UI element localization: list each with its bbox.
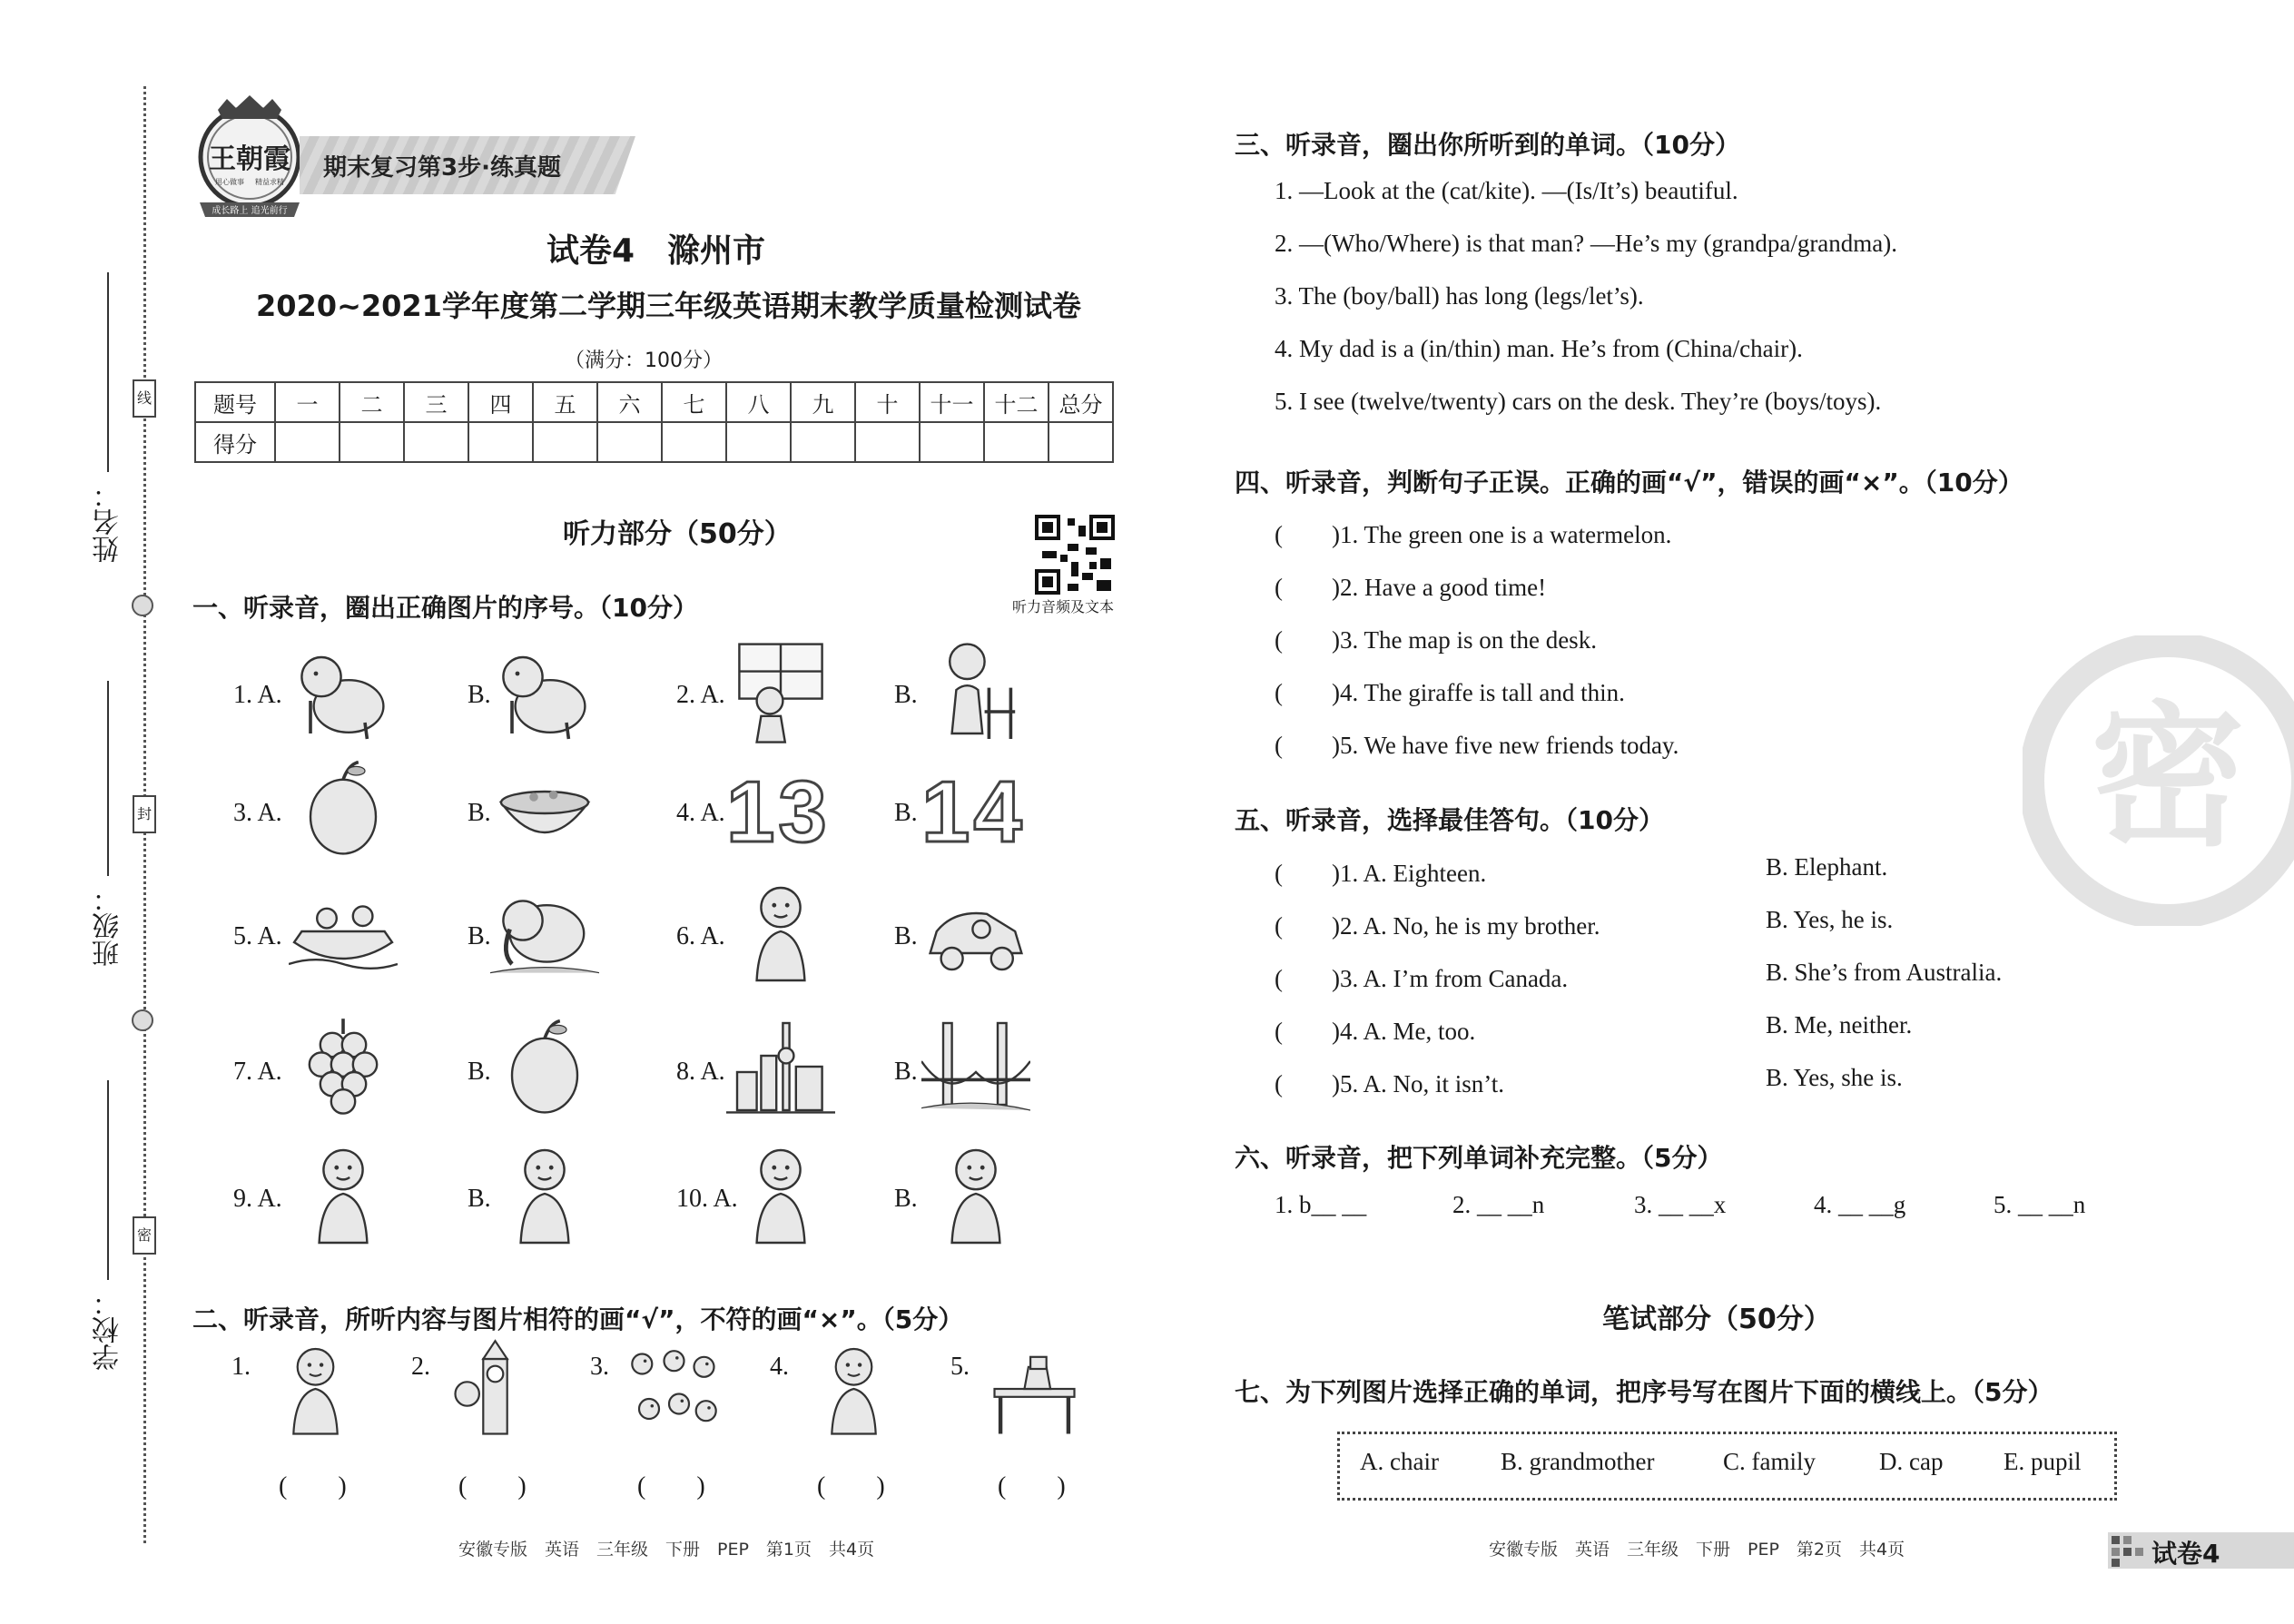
score-table — [194, 381, 1114, 463]
picture-option-label[interactable]: 8. A. — [676, 1058, 725, 1086]
score-table-header-cell: 二 — [340, 382, 404, 422]
class-blank[interactable] — [107, 681, 109, 876]
girl-on-chair-picture — [921, 635, 1030, 744]
picture-number: 3. — [590, 1353, 609, 1381]
score-table-score-cell[interactable] — [662, 422, 726, 462]
section-7-heading: 七、为下列图片选择正确的单词，把序号写在图片下面的横线上。（5分） — [1235, 1377, 2053, 1407]
word-option: A. chair — [1360, 1448, 1439, 1475]
section-4-heading: 四、听录音，判断句子正误。正确的画“√”，错误的画“×”。（10分） — [1235, 468, 2023, 497]
score-table-score-cell[interactable] — [533, 422, 597, 462]
section-4-item[interactable]: ( )3. The map is on the desk. — [1275, 626, 1597, 654]
score-table-header-cell: 十二 — [984, 382, 1049, 422]
score-table-score-cell[interactable] — [920, 422, 984, 462]
picture-option-label[interactable]: B. — [468, 681, 491, 709]
picture-option-label[interactable]: B. — [468, 1185, 491, 1213]
class-label: 班级： — [93, 885, 124, 967]
picture-option-label[interactable]: B. — [894, 799, 918, 827]
picture-option-label[interactable]: B. — [468, 922, 491, 950]
paper-badge: 试卷4 — [2151, 1539, 2220, 1569]
grandpa-picture — [289, 1139, 398, 1248]
picture-option-label[interactable]: 6. A. — [676, 922, 725, 950]
picture-number: 4. — [770, 1353, 789, 1381]
section-3-item[interactable]: 4. My dad is a (in/thin) man. He’s from (China/chair). — [1275, 335, 1803, 362]
grandma-picture — [490, 1139, 599, 1248]
picture-option-label[interactable]: B. — [894, 1058, 918, 1086]
section-3-item[interactable]: 1. —Look at the (cat/kite). —(Is/It’s) beautiful. — [1275, 177, 1738, 204]
score-table-header-cell: 十 — [855, 382, 920, 422]
picture-option-label[interactable]: B. — [894, 681, 918, 709]
score-table-header-cell: 一 — [275, 382, 340, 422]
score-table-header-cell: 四 — [468, 382, 533, 422]
fruit-picture — [289, 753, 398, 862]
written-part-title: 笔试部分（50分） — [1602, 1304, 1831, 1335]
seal-char: 密 — [2090, 688, 2246, 868]
child-at-window-picture — [726, 635, 835, 744]
qr-code-icon[interactable] — [1035, 515, 1115, 595]
answer-parentheses[interactable]: ( ) — [817, 1472, 885, 1501]
picture-option-label[interactable]: 1. A. — [233, 681, 282, 709]
picture-number: 5. — [950, 1353, 970, 1381]
word-option: E. pupil — [2004, 1448, 2082, 1475]
section-3-item[interactable]: 5. I see (twelve/twenty) cars on the desk. They’re (boys/toys). — [1275, 388, 1882, 415]
number-14-picture: 14 — [921, 763, 1026, 861]
boat-picture — [289, 877, 398, 986]
section-5-option-b[interactable]: B. Yes, she is. — [1766, 1064, 1903, 1091]
score-table-header-cell: 九 — [791, 382, 855, 422]
number-13-picture: 13 — [726, 763, 831, 861]
car-picture — [921, 877, 1030, 986]
picture-option-label[interactable]: 7. A. — [233, 1058, 282, 1086]
picture-number: 2. — [411, 1353, 430, 1381]
score-table-score-cell[interactable] — [275, 422, 340, 462]
logo — [182, 95, 318, 222]
score-table-label: 得分 — [195, 422, 275, 462]
answer-parentheses[interactable]: ( ) — [458, 1472, 527, 1501]
qr-caption: 听力音频及文本 — [1012, 598, 1115, 615]
elephant-picture — [490, 877, 599, 986]
section-5-option-b[interactable]: B. Elephant. — [1766, 853, 1888, 881]
name-label: 姓名： — [93, 481, 124, 563]
section-5-option-a[interactable]: ( )4. A. Me, too. — [1275, 1018, 1476, 1045]
picture-option-label[interactable]: B. — [468, 799, 491, 827]
picture-option-label[interactable]: 4. A. — [676, 799, 725, 827]
picture-option-label[interactable]: 5. A. — [233, 922, 282, 950]
picture-option-label[interactable]: B. — [894, 922, 918, 950]
seal-watermark — [2023, 635, 2294, 926]
monkey-picture — [490, 635, 599, 744]
name-blank[interactable] — [107, 272, 109, 472]
logo-motto-left: 用心做事 — [215, 178, 244, 186]
word-option: B. grandmother — [1501, 1448, 1655, 1475]
section-5-option-b[interactable]: B. Me, neither. — [1766, 1011, 1913, 1038]
section-3-item[interactable]: 3. The (boy/ball) has long (legs/let’s). — [1275, 282, 1644, 310]
section-5-option-a[interactable]: ( )5. A. No, it isn’t. — [1275, 1070, 1505, 1097]
section-5-option-b[interactable]: B. She’s from Australia. — [1766, 959, 2003, 986]
score-table-score-cell[interactable] — [984, 422, 1049, 462]
paper-subtitle: 2020~2021学年度第二学期三年级英语期末教学质量检测试卷 — [256, 289, 1081, 323]
pear-picture — [490, 1012, 599, 1121]
section-1-heading: 一、听录音，圈出正确图片的序号。（10分） — [192, 593, 698, 623]
score-table-header-cell: 总分 — [1049, 382, 1113, 422]
school-label: 学校： — [93, 1289, 124, 1371]
score-table-header-row — [195, 382, 1113, 422]
big-ben-picture — [443, 1339, 547, 1439]
score-table-score-cell[interactable] — [726, 422, 791, 462]
section-5-option-b[interactable]: B. Yes, he is. — [1766, 906, 1894, 933]
margin-hole — [132, 595, 153, 616]
section-5-heading: 五、听录音，选择最佳答句。（10分） — [1235, 805, 1664, 835]
bridge-picture — [921, 1012, 1030, 1121]
section-4-item[interactable]: ( )1. The green one is a watermelon. — [1275, 521, 1672, 548]
picture-option-label[interactable]: 2. A. — [676, 681, 725, 709]
banner-text: 期末复习第3步·练真题 — [323, 154, 561, 182]
score-table-score-cell[interactable] — [791, 422, 855, 462]
section-5-option-a[interactable]: ( )1. A. Eighteen. — [1275, 860, 1487, 887]
section-3-item[interactable]: 2. —(Who/Where) is that man? —He’s my (grandpa/grandma). — [1275, 230, 1898, 257]
margin-box-xian: 线 — [133, 379, 156, 418]
score-table-header-cell: 八 — [726, 382, 791, 422]
word-option: D. cap — [1879, 1448, 1944, 1475]
margin-box-mi: 密 — [133, 1216, 156, 1255]
score-table-score-cell[interactable] — [597, 422, 662, 462]
section-4-item[interactable]: ( )2. Have a good time! — [1275, 574, 1547, 601]
score-table-score-cell[interactable] — [468, 422, 533, 462]
picture-option-label[interactable]: 10. A. — [676, 1185, 738, 1213]
desk-picture — [982, 1339, 1087, 1439]
footer-right: 安徽专版 英语 三年级 下册 PEP 第2页 共4页 — [1489, 1540, 1905, 1560]
section-6-heading: 六、听录音，把下列单词补充完整。（5分） — [1235, 1143, 1723, 1173]
section-6-item[interactable]: 4. __ __g — [1814, 1191, 1906, 1218]
word-option: C. family — [1723, 1448, 1816, 1475]
margin-hole — [132, 1009, 153, 1031]
section-4-item[interactable]: ( )5. We have five new friends today. — [1275, 732, 1679, 759]
section-2-heading: 二、听录音，所听内容与图片相符的画“√”，不符的画“×”。（5分） — [192, 1304, 964, 1334]
girl-thinking-picture — [802, 1339, 906, 1439]
score-table-score-cell[interactable] — [404, 422, 468, 462]
score-table-label: 题号 — [195, 382, 275, 422]
margin-box-feng: 封 — [133, 795, 156, 833]
picture-option-label[interactable]: B. — [468, 1058, 491, 1086]
food-bowl-picture — [490, 753, 599, 862]
logo-ribbon: 成长路上 追光前行 — [212, 206, 288, 216]
monkey-picture — [289, 635, 398, 744]
city-picture — [726, 1012, 835, 1121]
logo-name: 王朝霞 — [209, 143, 290, 175]
section-4-item[interactable]: ( )4. The giraffe is tall and thin. — [1275, 679, 1625, 706]
girl-picture — [726, 877, 835, 986]
score-table-header-cell: 五 — [533, 382, 597, 422]
section-6-item[interactable]: 2. __ __n — [1452, 1191, 1545, 1218]
section-6-item[interactable]: 3. __ __x — [1634, 1191, 1727, 1218]
score-table-score-cell[interactable] — [340, 422, 404, 462]
picture-option-label[interactable]: 3. A. — [233, 799, 282, 827]
score-table-header-cell: 七 — [662, 382, 726, 422]
picture-number: 1. — [231, 1353, 251, 1381]
score-table-score-cell[interactable] — [855, 422, 920, 462]
score-table-score-row — [195, 422, 1113, 462]
full-score-note: （满分：100分） — [565, 349, 723, 372]
score-table-header-cell: 六 — [597, 382, 662, 422]
school-blank[interactable] — [107, 1080, 109, 1280]
score-table-header-cell: 十一 — [920, 382, 984, 422]
birds-picture — [622, 1339, 726, 1439]
grape-picture — [289, 1012, 398, 1121]
answer-parentheses[interactable]: ( ) — [637, 1472, 705, 1501]
picture-option-label[interactable]: B. — [894, 1185, 918, 1213]
section-6-item[interactable]: 1. b__ __ — [1275, 1191, 1367, 1218]
badge-pattern-icon — [2112, 1536, 2144, 1567]
section-5-option-a[interactable]: ( )3. A. I’m from Canada. — [1275, 965, 1569, 992]
children-picture — [263, 1339, 368, 1439]
logo-motto-right: 精益求精 — [255, 178, 284, 186]
section-5-option-a[interactable]: ( )2. A. No, he is my brother. — [1275, 912, 1600, 940]
answer-parentheses[interactable]: ( ) — [279, 1472, 347, 1501]
listening-part-title: 听力部分（50分） — [563, 518, 792, 550]
section-6-item[interactable]: 5. __ __n — [1994, 1191, 2086, 1218]
paper-title: 试卷4 滁州市 — [546, 232, 766, 270]
answer-parentheses[interactable]: ( ) — [998, 1472, 1066, 1501]
footer-left: 安徽专版 英语 三年级 下册 PEP 第1页 共4页 — [458, 1540, 875, 1560]
score-table-header-cell: 三 — [404, 382, 468, 422]
teacher-picture — [921, 1139, 1030, 1248]
picture-option-label[interactable]: 9. A. — [233, 1185, 282, 1213]
teacher-picture — [726, 1139, 835, 1248]
section-3-heading: 三、听录音，圈出你所听到的单词。（10分） — [1235, 130, 1740, 160]
score-table-score-cell[interactable] — [1049, 422, 1113, 462]
